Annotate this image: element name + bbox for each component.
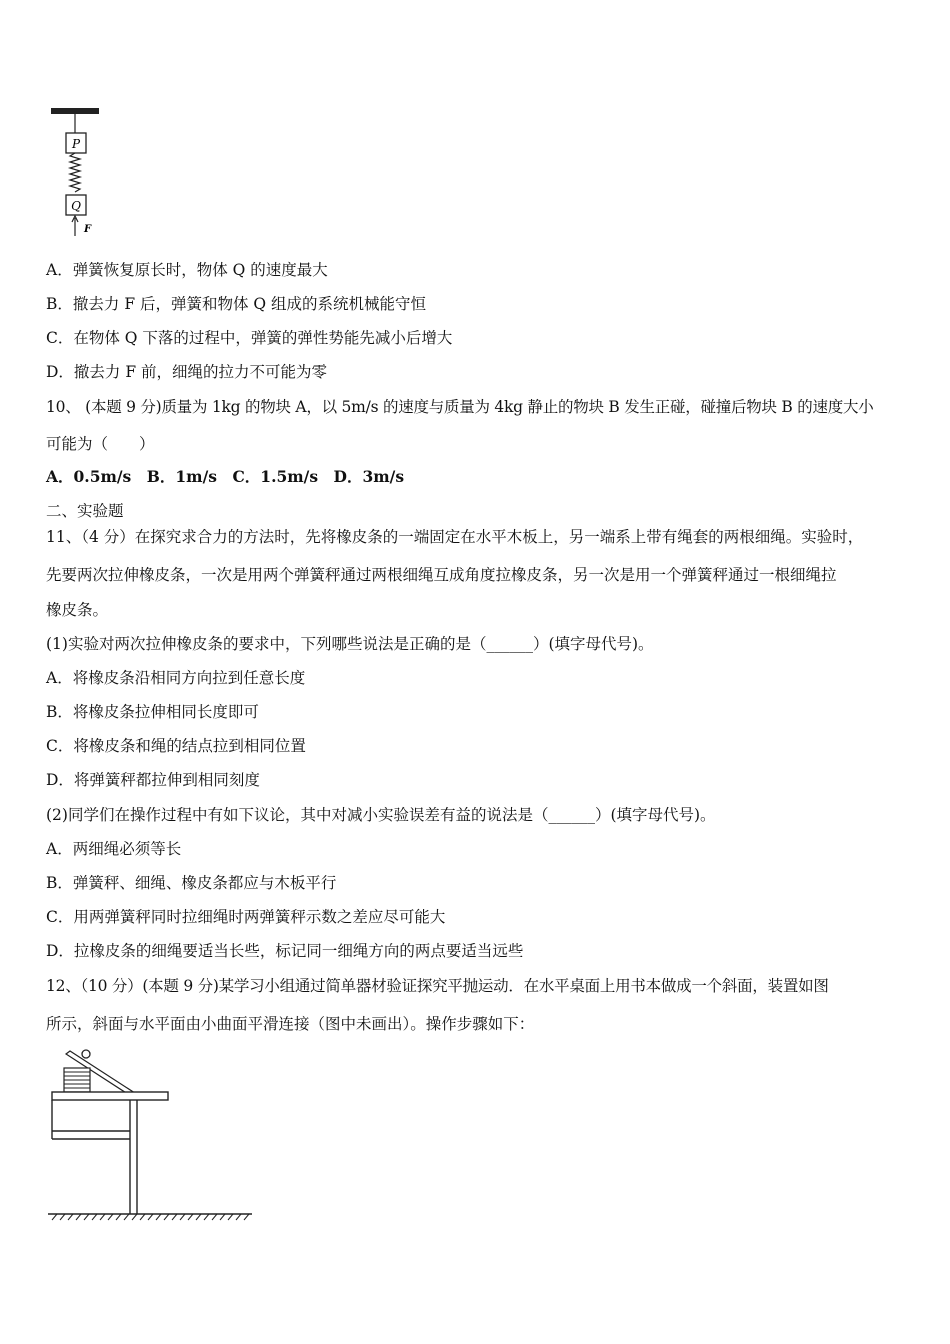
q11-text-3: 橡皮条。 xyxy=(46,601,109,619)
q10-options: A．0.5m/s B．1m/s C．1.5m/s D．3m/s xyxy=(46,467,405,486)
q11-part2-option-a: A．两细绳必须等长 xyxy=(46,840,182,858)
label-f: F xyxy=(84,224,92,235)
q11-part1-option-d: D．将弹簧秤都拉伸到相同刻度 xyxy=(46,771,260,789)
q11-part2-option-b: B．弹簧秤、细绳、橡皮条都应与木板平行 xyxy=(46,874,337,892)
q11-part2-option-d: D．拉橡皮条的细绳要适当长些，标记同一细绳方向的两点要适当远些 xyxy=(46,942,524,960)
q11-part1-option-a: A．将橡皮条沿相同方向拉到任意长度 xyxy=(46,669,306,687)
q10-text-2: 可能为（ ） xyxy=(46,435,155,453)
q11-part1: (1)实验对两次拉伸橡皮条的要求中，下列哪些说法是正确的是（______）(填字母代号)。 xyxy=(46,635,654,653)
q9-option-b: B．撤去力 F 后，弹簧和物体 Q 组成的系统机械能守恒 xyxy=(46,295,427,313)
q11-part2-option-c: C．用两弹簧秤同时拉细绳时两弹簧秤示数之差应尽可能大 xyxy=(46,908,446,926)
q9-option-d: D．撤去力 F 前，细绳的拉力不可能为零 xyxy=(46,363,328,381)
label-q: Q xyxy=(71,199,81,213)
q11-part2: (2)同学们在操作过程中有如下议论，其中对减小实验误差有益的说法是（______）(填字母代号)。 xyxy=(46,806,716,824)
q11-part1-option-c: C．将橡皮条和绳的结点拉到相同位置 xyxy=(46,737,306,755)
q9-option-a: A．弹簧恢复原长时，物体 Q 的速度最大 xyxy=(46,261,328,279)
q11-text-2: 先要两次拉伸橡皮条，一次是用两个弹簧秤通过两根细绳互成角度拉橡皮条，另一次是用一个弹簧秤通过一根细绳拉 xyxy=(46,566,837,584)
ramp-table-figure xyxy=(44,1046,258,1224)
ball xyxy=(82,1050,90,1058)
spring-blocks-figure xyxy=(48,106,108,240)
q11-text-1: 11、（4 分）在探究求合力的方法时，先将橡皮条的一端固定在水平木板上，另一端系上带有绳套的两根细绳。实验时， xyxy=(46,528,864,546)
q11-part1-option-b: B．将橡皮条拉伸相同长度即可 xyxy=(46,703,259,721)
q9-option-c: C．在物体 Q 下落的过程中，弹簧的弹性势能先减小后增大 xyxy=(46,329,453,347)
q10-text-1: 10、 (本题 9 分)质量为 1kg 的物块 A，以 5m/s 的速度与质量为 4kg 静止的物块 B 发生正碰，碰撞后物块 B 的速度大小 xyxy=(46,398,874,416)
q12-text-1: 12、（10 分）(本题 9 分)某学习小组通过简单器材验证探究平抛运动．在水平桌面上用书本做成一个斜面，装置如图 xyxy=(46,977,829,995)
q12-text-2: 所示，斜面与水平面由小曲面平滑连接（图中未画出）。操作步骤如下： xyxy=(46,1015,535,1033)
section-title: 二、实验题 xyxy=(46,502,124,520)
label-p: P xyxy=(71,137,81,151)
